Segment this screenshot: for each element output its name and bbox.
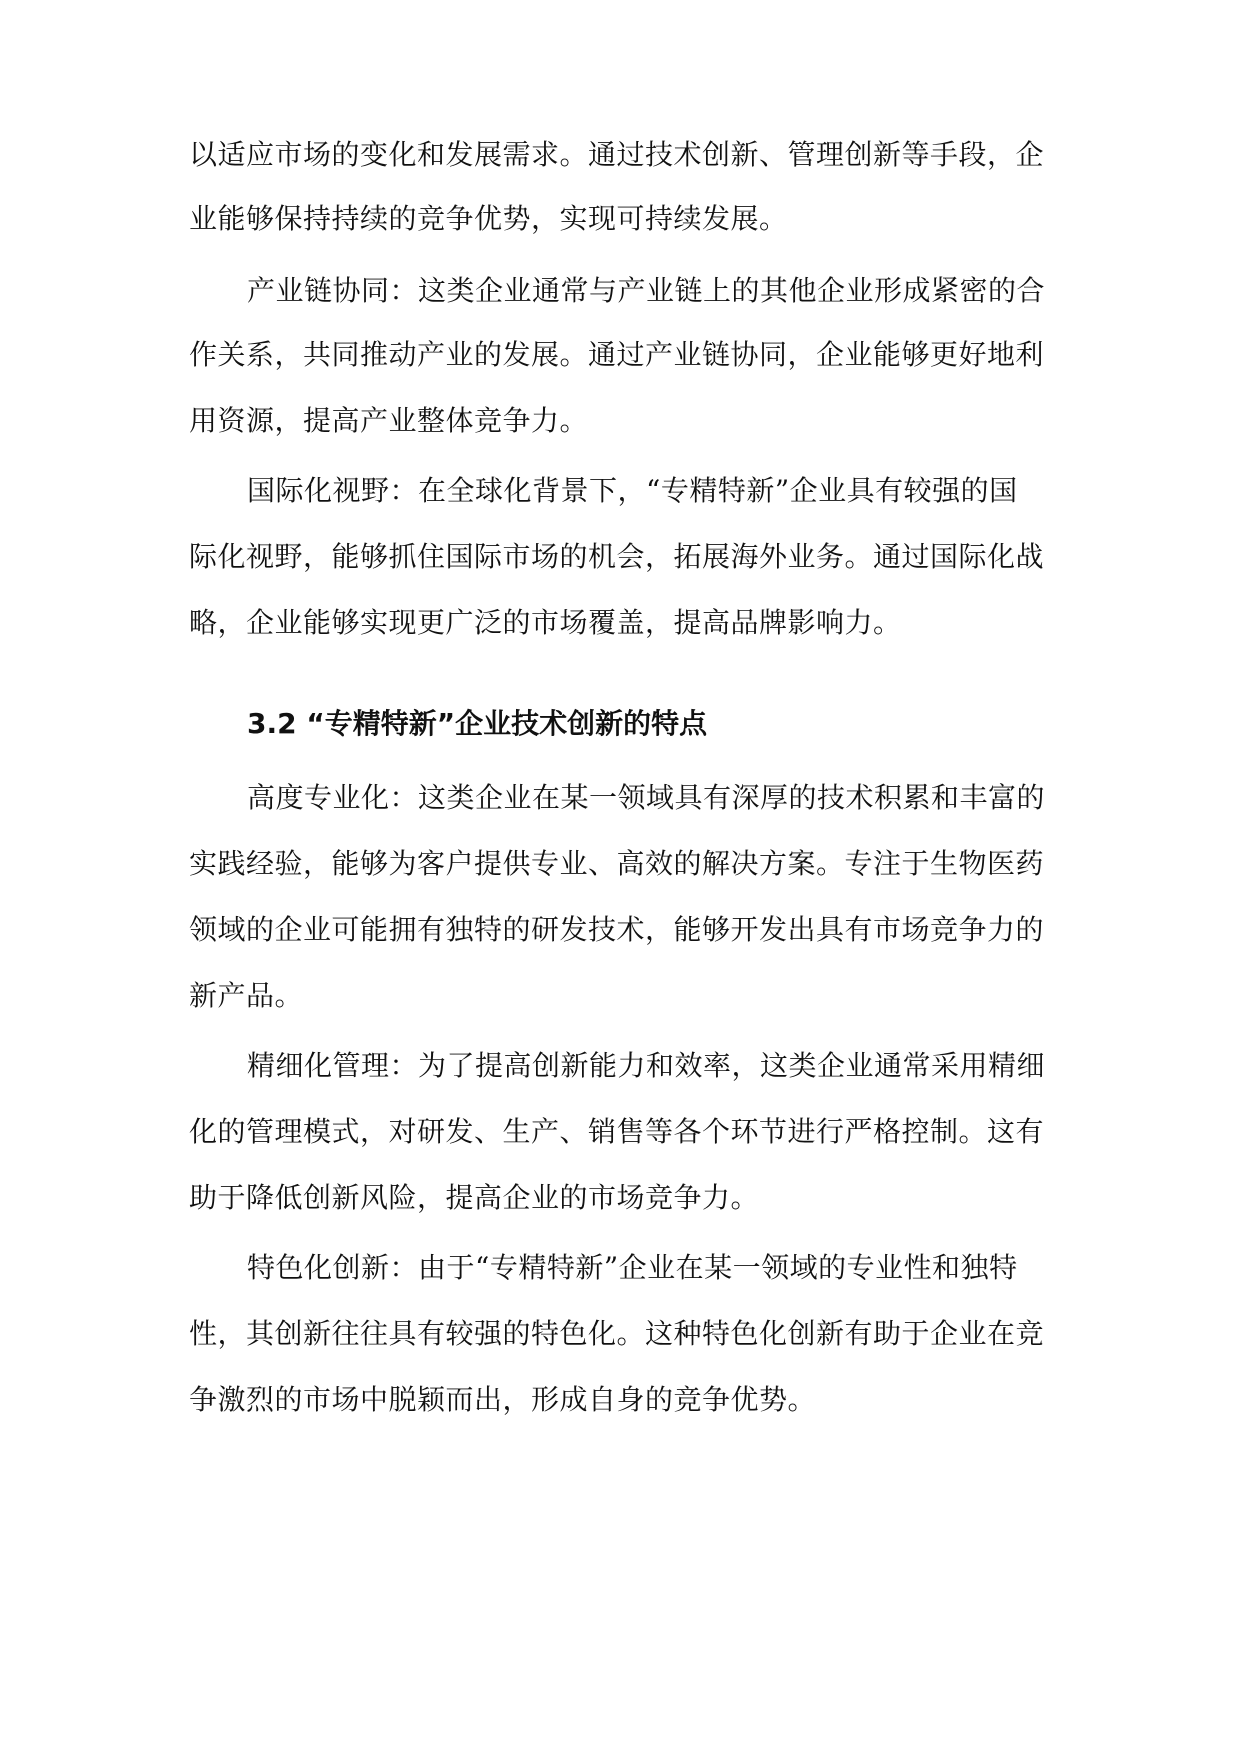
paragraph-line: 特色化创新：由于“专精特新”企业在某一领域的专业性和独特 xyxy=(247,1251,1018,1284)
paragraph-line: 略，企业能够实现更广泛的市场覆盖，提高品牌影响力。 xyxy=(189,606,902,639)
paragraph-line: 高度专业化：这类企业在某一领域具有深厚的技术积累和丰富的 xyxy=(247,781,1046,814)
paragraph-line: 以适应市场的变化和发展需求。通过技术创新、管理创新等手段，企 xyxy=(189,138,1045,171)
section-heading: 3.2 “专精特新”企业技术创新的特点 xyxy=(247,707,708,740)
paragraph-line: 领域的企业可能拥有独特的研发技术，能够开发出具有市场竞争力的 xyxy=(189,913,1045,946)
paragraph-line: 性，其创新往往具有较强的特色化。这种特色化创新有助于企业在竞 xyxy=(189,1317,1045,1350)
paragraph-line: 化的管理模式，对研发、生产、销售等各个环节进行严格控制。这有 xyxy=(189,1115,1045,1148)
paragraph-line: 作关系，共同推动产业的发展。通过产业链协同，企业能够更好地利 xyxy=(189,338,1045,371)
paragraph-line: 助于降低创新风险，提高企业的市场竞争力。 xyxy=(189,1181,760,1214)
paragraph-line: 用资源，提高产业整体竞争力。 xyxy=(189,404,589,437)
paragraph-line: 实践经验，能够为客户提供专业、高效的解决方案。专注于生物医药 xyxy=(189,847,1045,880)
paragraph-line: 产业链协同：这类企业通常与产业链上的其他企业形成紧密的合 xyxy=(247,274,1046,307)
paragraph-line: 争激烈的市场中脱颖而出，形成自身的竞争优势。 xyxy=(189,1383,817,1416)
paragraph-line: 新产品。 xyxy=(189,979,304,1012)
paragraph-line: 际化视野，能够抓住国际市场的机会，拓展海外业务。通过国际化战 xyxy=(189,540,1045,573)
paragraph-line: 精细化管理：为了提高创新能力和效率，这类企业通常采用精细 xyxy=(247,1049,1046,1082)
paragraph-line: 业能够保持持续的竞争优势，实现可持续发展。 xyxy=(189,202,788,235)
paragraph-line: 国际化视野：在全球化背景下，“专精特新”企业具有较强的国 xyxy=(247,474,1018,507)
